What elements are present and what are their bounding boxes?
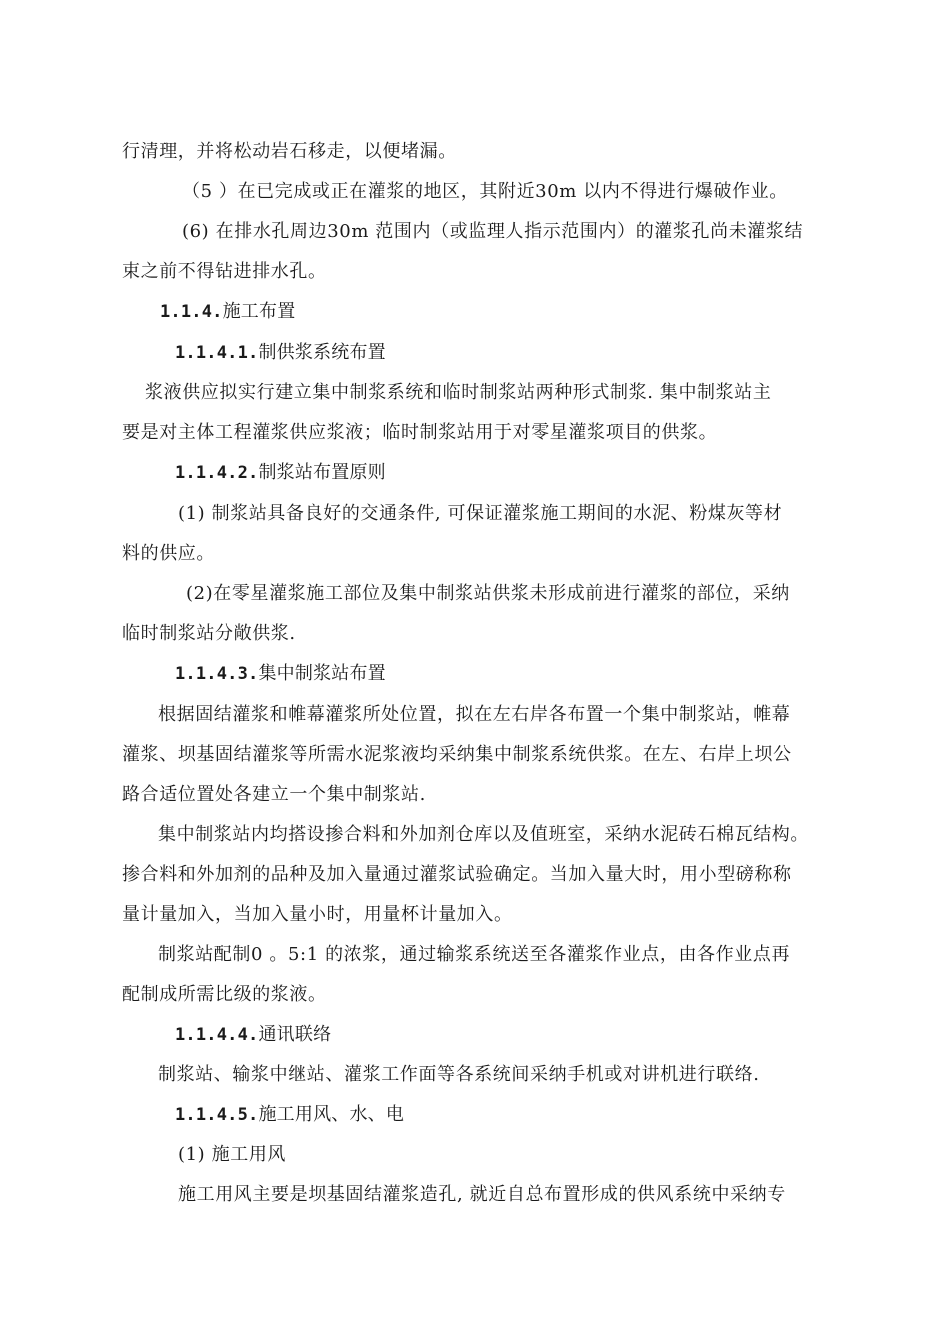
paragraph-line: 施工用风主要是坝基固结灌浆造孔, 就近自总布置形成的供风系统中采纳专 [178,1184,786,1205]
paragraph-line: 根据固结灌浆和帷幕灌浆所处位置，拟在左右岸各布置一个集中制浆站，帷幕 [158,704,791,725]
paragraph-line: 量计量加入，当加入量小时，用量杯计量加入。 [122,904,513,925]
paragraph-line: 料的供应。 [122,543,215,564]
paragraph-line: 配制成所需比级的浆液。 [122,984,327,1005]
paragraph-line: 束之前不得钻进排水孔。 [122,261,327,282]
paragraph-line: 路合适位置处各建立一个集中制浆站. [122,784,426,805]
paragraph-line: (2)在零星灌浆施工部位及集中制浆站供浆未形成前进行灌浆的部位，采纳 [186,583,790,604]
section-title: 施工用风、水、电 [258,1104,405,1125]
section-title: 集中制浆站布置 [258,663,386,684]
paragraph-line: 制浆站配制0 。5:1 的浓浆，通过输浆系统送至各灌浆作业点，由各作业点再 [158,944,791,965]
paragraph-line: 要是对主体工程灌浆供应浆液；临时制浆站用于对零星灌浆项目的供浆。 [122,422,718,443]
paragraph-line: 灌浆、坝基固结灌浆等所需水泥浆液均采纳集中制浆系统供浆。在左、右岸上坝公 [122,744,792,765]
paragraph-line: 制浆站、输浆中继站、灌浆工作面等各系统间采纳手机或对讲机进行联络. [158,1064,760,1085]
subsection-heading [175,341,386,365]
paragraph-line: 浆液供应拟实行建立集中制浆系统和临时制浆站两种形式制浆. 集中制浆站主 [145,382,772,403]
paragraph-line: (1) 制浆站具备良好的交通条件, 可保证灌浆施工期间的水泥、粉煤灰等材 [178,503,783,524]
paragraph-line: 行清理，并将松动岩石移走，以便堵漏。 [122,141,457,162]
section-number: 1.1.4.5. [175,1105,259,1125]
section-number: 1.1.4. [160,302,223,322]
subsection-heading [175,662,386,686]
section-heading [160,300,295,324]
paragraph-line: 临时制浆站分敞供浆. [122,623,296,644]
section-number: 1.1.4.3. [175,664,259,684]
paragraph-line: (6) 在排水孔周边30m 范围内（或监理人指示范围内）的灌浆孔尚未灌浆结 [182,221,804,242]
section-number: 1.1.4.1. [175,343,259,363]
section-title: 制供浆系统布置 [258,342,386,363]
section-title: 制浆站布置原则 [258,462,386,483]
subsection-heading [175,1103,404,1127]
section-title: 施工布置 [222,301,296,322]
paragraph-line: (1) 施工用风 [178,1144,287,1165]
section-title: 通讯联络 [258,1024,332,1045]
section-number: 1.1.4.4. [175,1025,259,1045]
paragraph-line: 集中制浆站内均搭设掺合料和外加剂仓库以及值班室，采纳水泥砖石棉瓦结构。 [158,824,809,845]
paragraph-line: （5 ）在已完成或正在灌浆的地区，其附近30m 以内不得进行爆破作业。 [182,181,788,202]
paragraph-line: 掺合料和外加剂的品种及加入量通过灌浆试验确定。当加入量大时，用小型磅称称 [122,864,792,885]
section-number: 1.1.4.2. [175,463,259,483]
subsection-heading [175,1023,331,1047]
subsection-heading [175,461,386,485]
